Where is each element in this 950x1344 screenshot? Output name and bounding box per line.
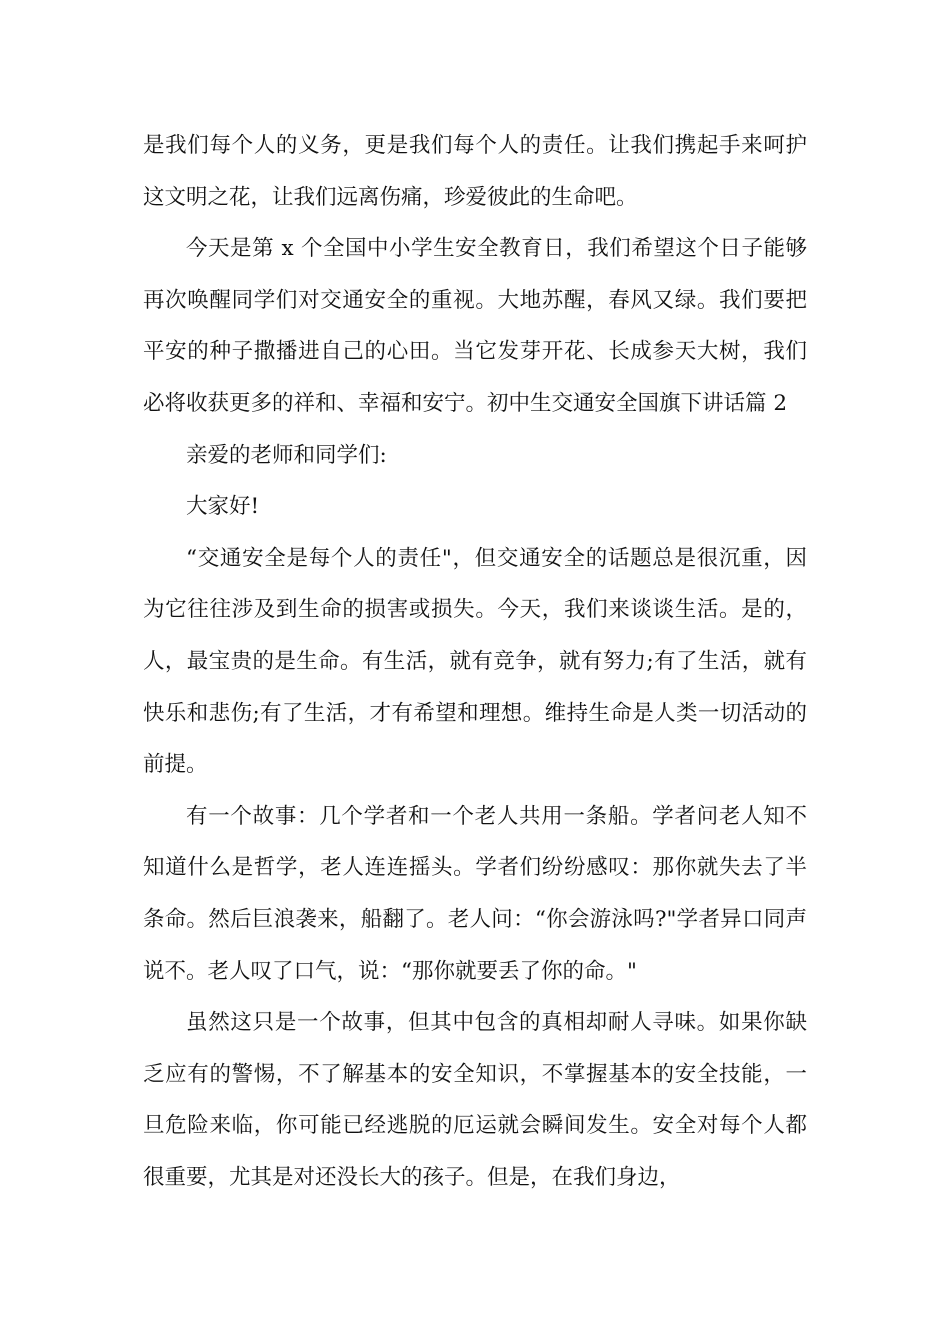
paragraph-responsibility: “交通安全是每个人的责任"，但交通安全的话题总是很沉重，因为它往往涉及到生命的损害或损失。今天，我们来谈谈生活。是的，人，最宝贵的是生命。有生活，就有竞争，就有努力;有了生活，就有快乐和悲伤;有了生活，才有希望和理想。维持生命是人类一切活动的前提。	[143, 545, 807, 778]
paragraph-story: 有一个故事：几个学者和一个老人共用一条船。学者问老人知不知道什么是哲学，老人连连摇头。学者们纷纷感叹：那你就失去了半条命。然后巨浪袭来，船翻了。老人问：“你会游泳吗?"学者异口同声说不。老人叹了口气，说：“那你就要丢了你的命。"	[143, 803, 807, 984]
paragraph-reflection: 虽然这只是一个故事，但其中包含的真相却耐人寻味。如果你缺乏应有的警惕，不了解基本的安全知识，不掌握基本的安全技能，一旦危险来临，你可能已经逃脱的厄运就会瞬间发生。安全对每个人都很重要，尤其是对还没长大的孩子。但是，在我们身边，	[143, 1010, 807, 1190]
paragraph-greeting: 大家好!	[186, 494, 260, 520]
paragraph-continuation: 是我们每个人的义务，更是我们每个人的责任。让我们携起手来呵护这文明之花，让我们远离伤痛，珍爱彼此的生命吧。	[143, 133, 807, 210]
document-body	[143, 120, 807, 1203]
paragraph-salutation: 亲爱的老师和同学们:	[186, 442, 387, 468]
paragraph-safety-education-day: 今天是第 x 个全国中小学生安全教育日，我们希望这个日子能够再次唤醒同学们对交通安全的重视。大地苏醒，春风又绿。我们要把平安的种子撒播进自己的心田。当它发芽开花、长成参天大树，我们必将收获更多的祥和、幸福和安宁。初中生交通安全国旗下讲话篇 2	[143, 236, 807, 416]
